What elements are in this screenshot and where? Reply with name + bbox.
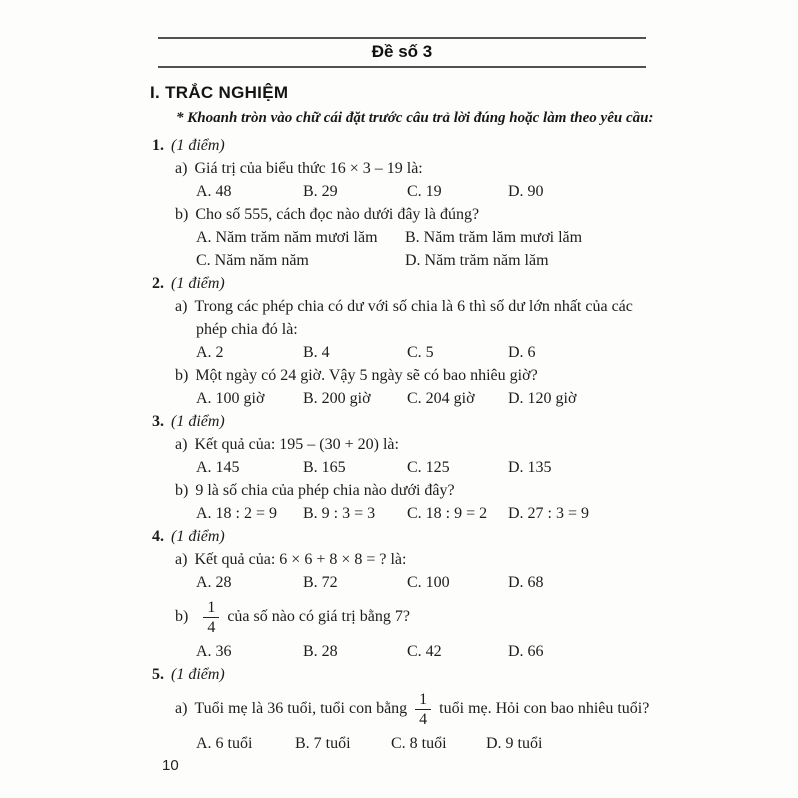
question-2a-text — [150, 295, 664, 318]
option-c: C. 18 : 9 = 2 — [407, 505, 488, 522]
options-row — [150, 387, 664, 410]
question-1 — [150, 134, 664, 272]
question-number: 4. — [152, 528, 164, 545]
part-text-after: tuổi mẹ. Hỏi con bao nhiêu tuổi? — [439, 700, 650, 717]
option-b: B. 28 — [303, 643, 338, 660]
section-instruction: * Khoanh tròn vào chữ cái đặt trước câu trả lời đúng hoặc làm theo yêu cầu: — [176, 110, 654, 126]
question-3a-text — [150, 433, 664, 456]
option-c: C. 19 — [407, 183, 442, 200]
part-text: Một ngày có 24 giờ. Vậy 5 ngày sẽ có bao nhiêu giờ? — [195, 367, 538, 384]
option-d: D. 90 — [508, 183, 544, 200]
options-row — [150, 341, 664, 364]
part-text: Giá trị của biểu thức 16 × 3 – 19 là: — [194, 160, 423, 177]
part-text: Kết quả của: 6 × 6 + 8 × 8 = ? là: — [194, 551, 407, 568]
option-b: B. Năm trăm lăm mươi lăm — [405, 229, 583, 246]
option-c: C. 42 — [407, 643, 442, 660]
question-number: 1. — [152, 137, 164, 154]
fraction — [203, 598, 219, 637]
page-title: Đề số 3 — [371, 42, 433, 61]
option-a: A. 36 — [196, 643, 232, 660]
option-b: B. 7 tuổi — [295, 735, 351, 752]
options-row — [150, 249, 664, 272]
option-b: B. 200 giờ — [303, 390, 371, 407]
option-b: B. 9 : 3 = 3 — [303, 505, 376, 522]
question-5a-text — [150, 686, 664, 732]
part-text: Cho số 555, cách đọc nào dưới đây là đúng? — [195, 206, 480, 223]
part-text-before: Tuổi mẹ là 36 tuổi, tuổi con bằng — [194, 700, 408, 717]
question-1a-text — [150, 157, 664, 180]
question-3b-text — [150, 479, 664, 502]
option-a: A. 6 tuổi — [196, 735, 253, 752]
question-4b-text — [150, 594, 664, 640]
question-points: (1 điểm) — [171, 666, 225, 683]
question-header — [150, 410, 664, 433]
option-a: A. 2 — [196, 344, 224, 361]
options-row — [150, 180, 664, 203]
options-row — [150, 502, 664, 525]
option-c: C. 100 — [407, 574, 450, 591]
options-row — [150, 640, 664, 663]
part-text: Trong các phép chia có dư với số chia là 6 thì số dư lớn nhất của các — [194, 298, 633, 315]
option-d: D. 120 giờ — [508, 390, 577, 407]
question-3 — [150, 410, 664, 525]
options-row — [150, 226, 664, 249]
fraction-numerator: 1 — [203, 598, 219, 618]
part-text: của số nào có giá trị bằng 7? — [227, 608, 410, 625]
question-header — [150, 272, 664, 295]
question-points: (1 điểm) — [171, 528, 225, 545]
question-points: (1 điểm) — [171, 413, 225, 430]
part-text: Kết quả của: 195 – (30 + 20) là: — [194, 436, 399, 453]
options-row — [150, 571, 664, 594]
option-c: C. Năm năm năm — [196, 252, 309, 269]
part-text: 9 là số chia của phép chia nào dưới đây? — [195, 482, 455, 499]
option-a: A. 18 : 2 = 9 — [196, 505, 278, 522]
option-c: C. 204 giờ — [407, 390, 475, 407]
option-d: D. 68 — [508, 574, 544, 591]
fraction-denominator: 4 — [207, 618, 216, 636]
question-2a-text-line2: phép chia đó là: — [196, 321, 298, 338]
option-d: D. 9 tuổi — [486, 735, 543, 752]
option-a: A. Năm trăm năm mươi lăm — [196, 229, 378, 246]
options-row — [150, 456, 664, 479]
part-label: a) — [175, 298, 188, 315]
part-label: b) — [175, 608, 189, 625]
question-4 — [150, 525, 664, 663]
questions-list — [150, 134, 664, 755]
option-c: C. 8 tuổi — [391, 735, 447, 752]
option-c: C. 5 — [407, 344, 434, 361]
option-c: C. 125 — [407, 459, 450, 476]
question-number: 2. — [152, 275, 164, 292]
option-b: B. 165 — [303, 459, 346, 476]
question-header — [150, 525, 664, 548]
section-heading: I. TRẮC NGHIỆM — [150, 83, 289, 102]
option-b: B. 29 — [303, 183, 338, 200]
part-label: a) — [175, 160, 188, 177]
question-header — [150, 663, 664, 686]
option-a: A. 100 giờ — [196, 390, 265, 407]
option-b: B. 4 — [303, 344, 330, 361]
question-5 — [150, 663, 664, 755]
question-4a-text — [150, 548, 664, 571]
question-number: 5. — [152, 666, 164, 683]
option-d: D. 66 — [508, 643, 544, 660]
part-label: a) — [175, 551, 188, 568]
option-d: D. 135 — [508, 459, 552, 476]
part-label: a) — [175, 436, 188, 453]
part-label: b) — [175, 206, 189, 223]
page-number: 10 — [162, 757, 179, 774]
fraction — [415, 690, 431, 729]
option-a: A. 48 — [196, 183, 232, 200]
question-points: (1 điểm) — [171, 137, 225, 154]
part-label: b) — [175, 367, 189, 384]
question-points: (1 điểm) — [171, 275, 225, 292]
option-d: D. Năm trăm năm lăm — [405, 252, 549, 269]
question-1b-text — [150, 203, 664, 226]
question-number: 3. — [152, 413, 164, 430]
question-2b-text — [150, 364, 664, 387]
test-title-bar — [158, 37, 646, 68]
question-header — [150, 134, 664, 157]
option-d: D. 6 — [508, 344, 536, 361]
part-label: a) — [175, 700, 188, 717]
fraction-denominator: 4 — [419, 710, 428, 728]
option-d: D. 27 : 3 = 9 — [508, 505, 590, 522]
question-2 — [150, 272, 664, 410]
option-a: A. 145 — [196, 459, 240, 476]
options-row — [150, 732, 664, 755]
option-b: B. 72 — [303, 574, 338, 591]
part-label: b) — [175, 482, 189, 499]
option-a: A. 28 — [196, 574, 232, 591]
page-content — [150, 0, 664, 755]
fraction-numerator: 1 — [415, 690, 431, 710]
